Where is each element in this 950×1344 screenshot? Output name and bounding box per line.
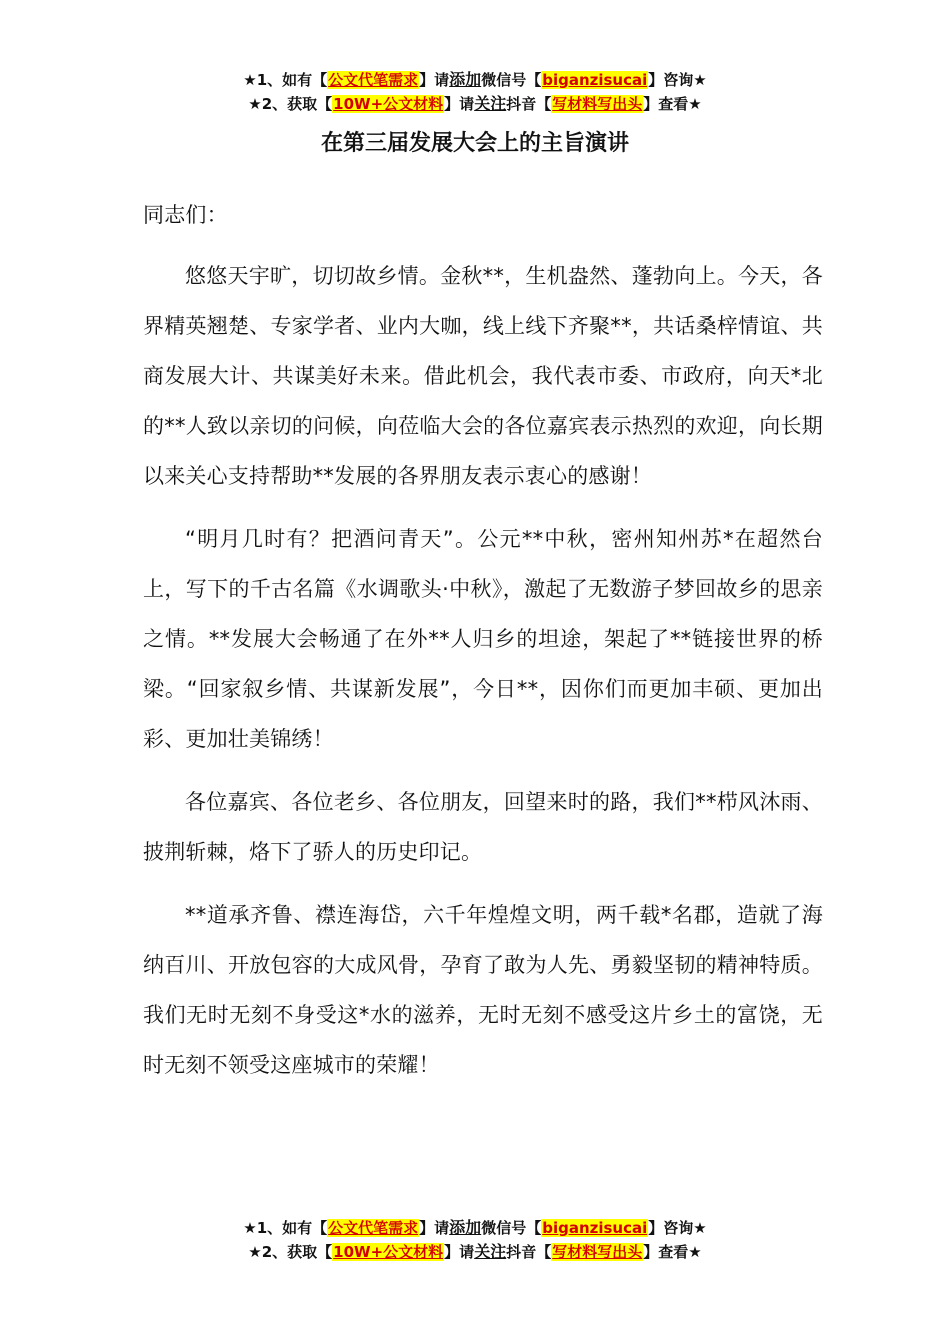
paragraph-3: 各位嘉宾、各位老乡、各位朋友，回望来时的路，我们**栉风沐雨、披荆斩棘，烙下了骄人的历史印记。 <box>143 790 823 864</box>
banner-line-1 <box>0 1216 950 1240</box>
banner-text: 抖音【 <box>506 1243 552 1261</box>
star-icon: ★ <box>248 1243 262 1261</box>
star-icon: ★ <box>243 1219 257 1237</box>
banner-text: 2、获取【 <box>261 95 333 113</box>
star-icon: ★ <box>693 1219 707 1237</box>
highlight-materials: 10W+公文材料 <box>333 1243 444 1261</box>
banner-line-2 <box>0 1240 950 1264</box>
banner-line-1 <box>0 68 950 92</box>
banner-text: 】咨询 <box>648 1219 694 1237</box>
star-icon: ★ <box>688 95 702 113</box>
highlight-wechat-id: biganzisucai <box>542 1219 648 1237</box>
emphasis-add: 添加 <box>449 70 482 89</box>
banner-text: 】请 <box>419 71 450 89</box>
banner-text: 微信号【 <box>481 1219 542 1237</box>
highlight-service: 公文代笔需求 <box>328 1219 419 1237</box>
document-title: 在第三届发展大会上的主旨演讲 <box>320 131 629 156</box>
greeting: 同志们： <box>143 203 228 227</box>
highlight-douyin-name: 写材料写出头 <box>552 95 643 113</box>
banner-text: 】查看 <box>643 95 689 113</box>
emphasis-follow: 关注 <box>474 94 507 113</box>
star-icon: ★ <box>688 1243 702 1261</box>
banner-text: 】咨询 <box>648 71 694 89</box>
paragraph-1: 悠悠天宇旷，切切故乡情。金秋**，生机盎然、蓬勃向上。今天，各界精英翘楚、专家学者、业内大咖，线上线下齐聚**，共话桑梓情谊、共商发展大计、共谋美好未来。借此机会，我代表市委、市政府，向天*北的**人致以亲切的问候，向莅临大会的各位嘉宾表示热烈的欢迎，向长期以来关心支持帮助**发展的各界朋友表示衷心的感谢！ <box>143 264 823 488</box>
highlight-wechat-id: biganzisucai <box>542 71 648 89</box>
header-banner <box>0 68 950 116</box>
highlight-douyin-name: 写材料写出头 <box>552 1243 643 1261</box>
banner-text: 】请 <box>444 1243 475 1261</box>
highlight-materials: 10W+公文材料 <box>333 95 444 113</box>
banner-text: 】请 <box>419 1219 450 1237</box>
banner-text: 2、获取【 <box>261 1243 333 1261</box>
star-icon: ★ <box>243 71 257 89</box>
banner-text: 1、如有【 <box>256 71 328 89</box>
banner-text: 】请 <box>444 95 475 113</box>
banner-text: 】查看 <box>643 1243 689 1261</box>
banner-line-2 <box>0 92 950 116</box>
paragraph-2: “明月几时有？把酒问青天”。公元**中秋，密州知州苏*在超然台上，写下的千古名篇《水调歌头·中秋》，激起了无数游子梦回故乡的思亲之情。**发展大会畅通了在外**人归乡的坦途，架起了**链接世界的桥梁。“回家叙乡情、共谋新发展”，今日**，因你们而更加丰硕、更加出彩、更加壮美锦绣！ <box>143 527 823 751</box>
star-icon: ★ <box>693 71 707 89</box>
star-icon: ★ <box>248 95 262 113</box>
document-body <box>143 190 823 1103</box>
emphasis-follow: 关注 <box>474 1242 507 1261</box>
banner-text: 抖音【 <box>506 95 552 113</box>
footer-banner <box>0 1216 950 1264</box>
paragraph-4: **道承齐鲁、襟连海岱，六千年煌煌文明，两千载*名郡，造就了海纳百川、开放包容的大成风骨，孕育了敢为人先、勇毅坚韧的精神特质。我们无时无刻不身受这*水的滋养，无时无刻不感受这片乡土的富饶，无时无刻不领受这座城市的荣耀！ <box>143 903 823 1077</box>
banner-text: 微信号【 <box>481 71 542 89</box>
highlight-service: 公文代笔需求 <box>328 71 419 89</box>
emphasis-add: 添加 <box>449 1218 482 1237</box>
banner-text: 1、如有【 <box>256 1219 328 1237</box>
